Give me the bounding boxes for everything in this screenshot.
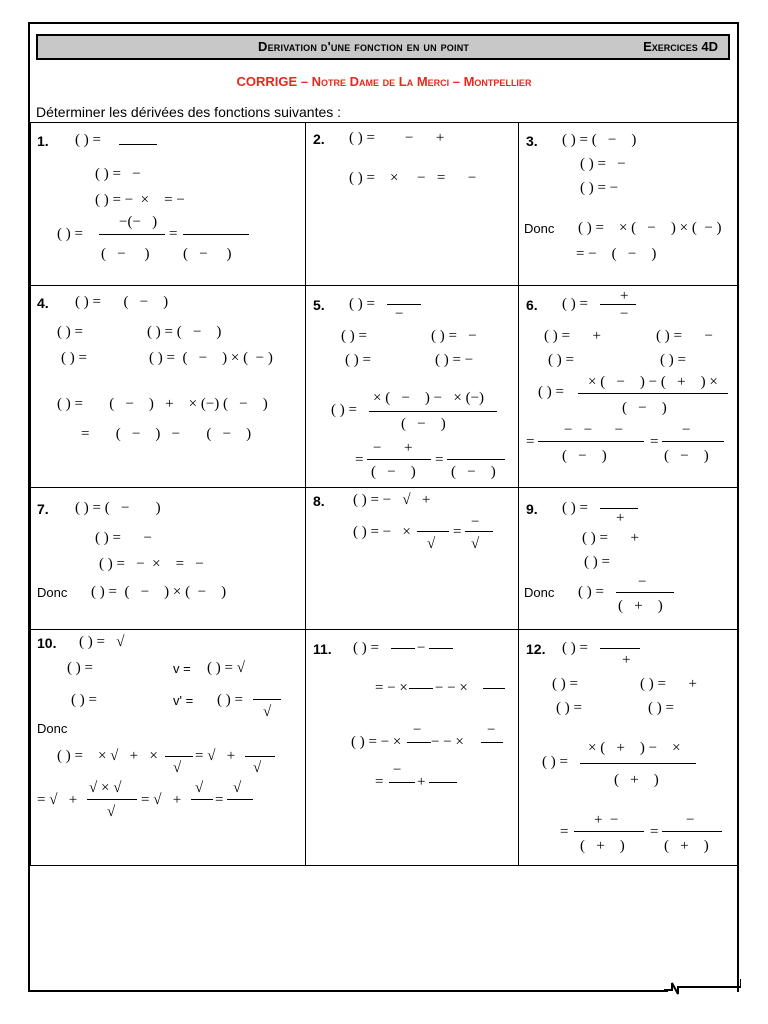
equation-line: +	[417, 774, 426, 790]
equation-line: ( + )	[614, 772, 659, 788]
equation-line: =	[650, 824, 659, 840]
equation-line: − − ×	[431, 734, 464, 750]
equation-line: −	[638, 574, 647, 590]
equation-line: √	[195, 780, 204, 796]
exercise-number: 5.	[313, 297, 325, 313]
equation-line: −	[395, 306, 404, 322]
equation-line: √	[427, 536, 436, 552]
equation-line: + −	[594, 812, 619, 828]
equation-line: ( ) = ( − )	[75, 500, 161, 516]
equation-line: √ × √	[89, 780, 122, 796]
equation-line: ( ) =	[542, 754, 568, 770]
equation-line: √	[173, 760, 182, 776]
exercise-number: 10.	[37, 635, 57, 651]
exercise-number: 9.	[526, 501, 538, 517]
equation-line: −	[686, 812, 695, 828]
equation-line: ( ) = ( − ) × ( − )	[91, 584, 227, 600]
exercise-2	[305, 123, 518, 285]
equation-line: ( ) = − √ +	[353, 492, 431, 508]
equation-line: − − −	[564, 422, 624, 438]
exercise-number: 8.	[313, 493, 325, 509]
exercise-11	[305, 629, 518, 867]
equation-line: = − ( − )	[576, 246, 657, 262]
equation-line: ( ) = −	[656, 328, 713, 344]
equation-line: −	[413, 722, 422, 738]
exercise-6	[518, 285, 739, 487]
subtitle: CORRIGE – Notre Dame de La Merci – Montpellier	[236, 74, 532, 89]
donc-label: Donc	[524, 585, 555, 600]
exercise-number: 7.	[37, 501, 49, 517]
equation-line: +	[622, 652, 631, 668]
equation-line: ( ) =	[562, 640, 588, 656]
header-bar	[36, 34, 730, 60]
equation-line: ( ) = − × = −	[99, 556, 204, 572]
equation-line: ( ) = − +	[349, 130, 445, 146]
equation-line: ( ) =	[75, 132, 101, 148]
exercise-number: 4.	[37, 295, 49, 311]
equation-line: ( ) =	[584, 554, 610, 570]
equation-line: =	[169, 226, 178, 242]
equation-line: ( ) =	[57, 226, 83, 242]
exercise-number: 11.	[313, 641, 332, 657]
equation-line: × ( − ) − × (−)	[373, 390, 485, 406]
equation-line: ( ) =	[353, 640, 379, 656]
equation-line: ( ) = − ×	[351, 734, 402, 750]
equation-line: ( ) =	[217, 692, 243, 708]
equation-line: ( ) = −	[580, 180, 619, 196]
equation-line: √	[471, 536, 480, 552]
exercise-8	[305, 487, 518, 629]
frame-corner-notch	[664, 979, 741, 995]
equation-line: ( − )	[183, 246, 232, 262]
equation-line: ( − )	[451, 464, 496, 480]
equation-line: −	[417, 640, 426, 656]
equation-line: ( ) =	[71, 692, 97, 708]
equation-line: ( ) =	[61, 350, 87, 366]
exercise-1	[31, 123, 305, 285]
equation-line: ( ) = × ( − ) × ( − )	[578, 220, 722, 236]
equation-line: ( ) =	[349, 296, 375, 312]
equation-line: −	[471, 514, 480, 530]
exercise-code: Exercices 4D	[643, 39, 718, 54]
exercise-7	[31, 487, 305, 629]
equation-line: ( ) = −	[95, 166, 141, 182]
equation-line: =	[453, 524, 462, 540]
equation-line: ( ) =	[331, 402, 357, 418]
equation-line: =	[355, 452, 364, 468]
equation-line: × ( − ) − ( + ) ×	[588, 374, 718, 390]
equation-line: =	[435, 452, 444, 468]
equation-line: ( ) =	[660, 352, 686, 368]
equation-line: ( ) =	[57, 324, 83, 340]
equation-line: =	[560, 824, 569, 840]
equation-line: ( − )	[101, 246, 150, 262]
equation-line: ( ) =	[67, 660, 93, 676]
equation-line: −	[682, 422, 691, 438]
equation-line: =	[526, 434, 535, 450]
v-prime-label: v' =	[173, 693, 194, 708]
exercise-number: 2.	[313, 131, 325, 147]
exercise-4	[31, 285, 305, 487]
equation-line: √	[233, 780, 242, 796]
equation-line: = ( − ) − ( − )	[81, 426, 252, 442]
equation-line: ( ) = ( − )	[562, 132, 637, 148]
equation-line: +	[620, 288, 629, 304]
equation-line: ( ) = −	[431, 328, 477, 344]
equation-line: =	[215, 792, 224, 808]
exercise-9	[518, 487, 739, 629]
equation-line: ( + )	[664, 838, 709, 854]
exercise-grid	[30, 122, 738, 866]
equation-line: −(− )	[119, 214, 158, 230]
exercise-5	[305, 285, 518, 487]
equation-line: √	[263, 704, 272, 720]
page-title: Derivation d'une fonction en un point	[258, 39, 470, 54]
equation-line: ( ) =	[556, 700, 582, 716]
equation-line: ( ) = √	[79, 634, 125, 650]
page-frame-bottom	[28, 990, 668, 992]
equation-line: ( ) = ( − ) × ( − )	[149, 350, 273, 366]
equation-line: ( + )	[580, 838, 625, 854]
equation-line: ( ) = × − = −	[349, 170, 477, 186]
equation-line: −	[393, 762, 402, 778]
instruction: Déterminer les dérivées des fonctions suivantes :	[36, 104, 342, 120]
equation-line: ( − )	[371, 464, 416, 480]
exercise-number: 1.	[37, 133, 49, 149]
equation-line: ( ) = −	[95, 530, 152, 546]
equation-line: − − ×	[435, 680, 468, 696]
equation-line: ( ) = ( − )	[147, 324, 222, 340]
equation-line: ( ) = +	[640, 676, 697, 692]
donc-label: Donc	[37, 585, 68, 600]
equation-line: ( − )	[401, 416, 446, 432]
equation-line: ( ) = −	[580, 156, 626, 172]
equation-line: ( − )	[664, 448, 709, 464]
donc-label: Donc	[524, 221, 555, 236]
equation-line: =	[375, 774, 384, 790]
exercise-12	[518, 629, 739, 867]
equation-line: ( ) = − ×	[353, 524, 411, 540]
equation-line: ( ) =	[562, 296, 588, 312]
equation-line: ( ) =	[562, 500, 588, 516]
equation-line: ( ) =	[345, 352, 371, 368]
equation-line: ( ) = − × = −	[95, 192, 185, 208]
equation-line: ( ) = ( − )	[75, 294, 169, 310]
equation-line: ( ) = +	[544, 328, 601, 344]
equation-line: +	[616, 510, 625, 526]
exercise-number: 12.	[526, 641, 546, 657]
equation-line: = √ +	[195, 748, 236, 764]
equation-line: ( ) =	[552, 676, 578, 692]
equation-line: ( ) = ( − ) + × (−) ( − )	[57, 396, 268, 412]
equation-line: =	[650, 434, 659, 450]
equation-line: √	[253, 760, 262, 776]
exercise-number: 6.	[526, 297, 538, 313]
v-label: v =	[173, 661, 191, 676]
equation-line: = √ +	[37, 792, 78, 808]
equation-line: ( ) =	[548, 352, 574, 368]
equation-line: ( ) = × √ + ×	[57, 748, 158, 764]
equation-line: ( ) = +	[582, 530, 639, 546]
equation-line: ( ) =	[578, 584, 604, 600]
equation-line: √	[107, 804, 116, 820]
equation-line: × ( + ) − ×	[588, 740, 681, 756]
equation-line: −	[620, 306, 629, 322]
equation-line: ( ) = √	[207, 660, 245, 676]
equation-line: ( − )	[562, 448, 607, 464]
equation-line: ( ) =	[538, 384, 564, 400]
equation-line: ( ) =	[648, 700, 674, 716]
equation-line: ( + )	[618, 598, 663, 614]
equation-line: ( − )	[622, 400, 667, 416]
donc-label: Donc	[37, 721, 68, 736]
exercise-number: 3.	[526, 133, 538, 149]
exercise-10	[31, 629, 305, 867]
equation-line: = √ +	[141, 792, 182, 808]
equation-line: = − ×	[375, 680, 408, 696]
equation-line: ( ) =	[341, 328, 367, 344]
equation-line: − +	[373, 440, 413, 456]
equation-line: −	[487, 722, 496, 738]
exercise-3	[518, 123, 739, 285]
equation-line: ( ) = −	[435, 352, 474, 368]
